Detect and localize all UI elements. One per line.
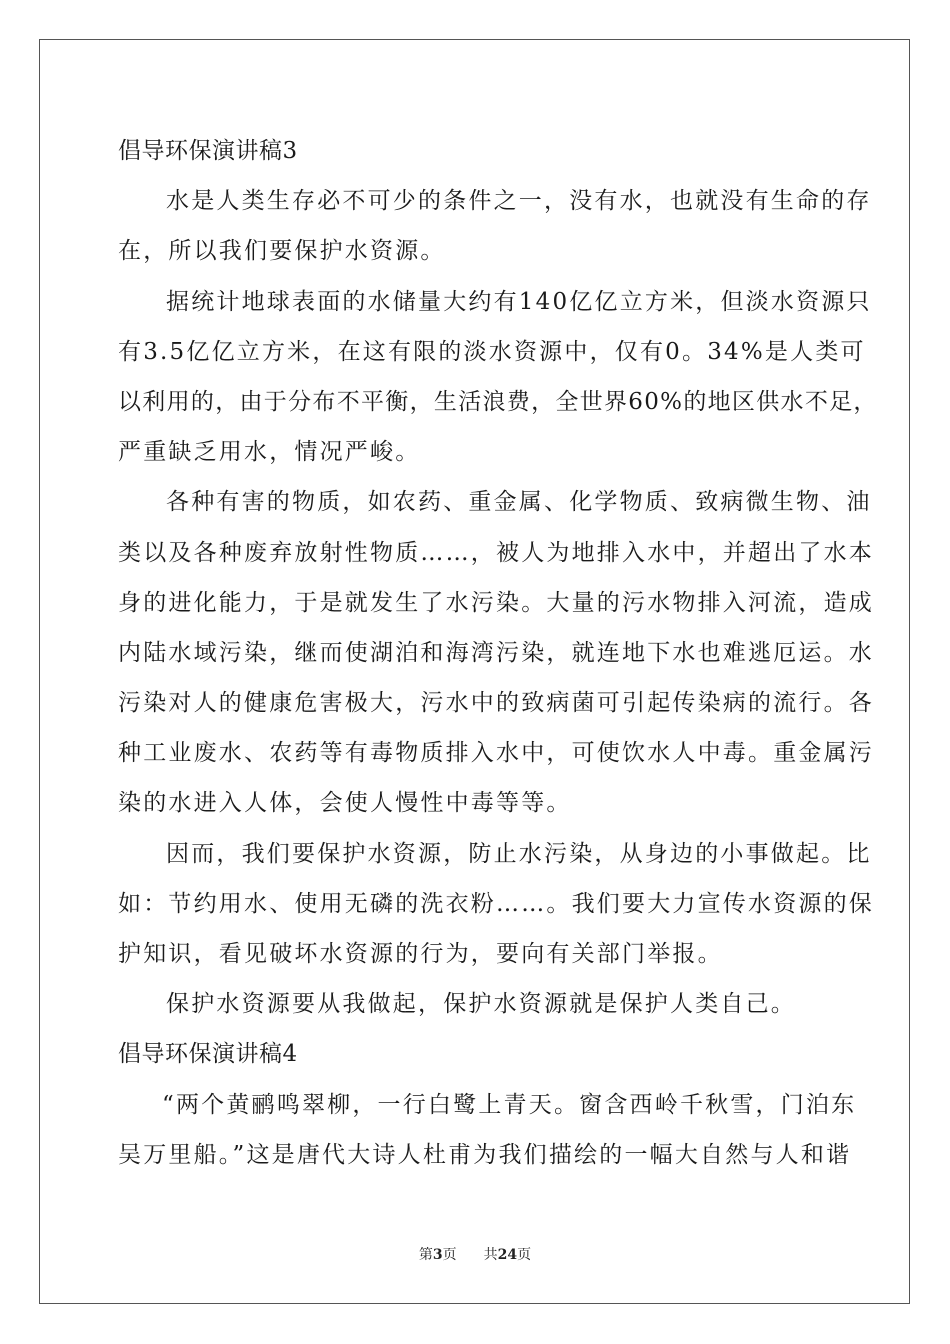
section-heading: 倡导环保演讲稿3 [118, 138, 298, 164]
paragraph-line: 有3.5亿亿立方米，在这有限的淡水资源中，仅有0。34%是人类可 [118, 338, 866, 365]
page-number: 第3页 [418, 1247, 457, 1263]
paragraph-line: 吴万里船。”这是唐代大诗人杜甫为我们描绘的一幅大自然与人和谐 [118, 1141, 852, 1168]
paragraph-line: 各种有害的物质，如农药、重金属、化学物质、致病微生物、油 [166, 489, 872, 516]
paragraph-line: 水是人类生存必不可少的条件之一，没有水，也就没有生命的存 [166, 188, 872, 215]
paragraph-line: 类以及各种废弃放射性物质……，被人为地排入水中，并超出了水本 [118, 539, 874, 566]
paragraph-line: 内陆水域污染，继而使湖泊和海湾污染，就连地下水也难逃厄运。水 [118, 639, 874, 666]
section-heading: 倡导环保演讲稿4 [118, 1041, 298, 1068]
paragraph-line: 在，所以我们要保护水资源。 [118, 238, 446, 265]
paragraph-line: 种工业废水、农药等有毒物质排入水中，可使饮水人中毒。重金属污 [118, 740, 874, 767]
paragraph-line: 身的进化能力，于是就发生了水污染。大量的污水物排入河流，造成 [118, 589, 874, 616]
page-footer [0, 1244, 950, 1264]
paragraph-line: 污染对人的健康危害极大，污水中的致病菌可引起传染病的流行。各 [118, 690, 874, 717]
paragraph-line: “两个黄鹂鸣翠柳，一行白鹭上青天。窗含西岭千秋雪，门泊东 [162, 1091, 857, 1118]
paragraph-line: 据统计地球表面的水储量大约有140亿亿立方米，但淡水资源只 [166, 288, 872, 315]
paragraph-line: 护知识，看见破坏水资源的行为，要向有关部门举报。 [118, 941, 723, 967]
paragraph-line: 如：节约用水、使用无磷的洗衣粉……。我们要大力宣传水资源的保 [118, 890, 874, 917]
paragraph-line: 染的水进入人体，会使人慢性中毒等等。 [118, 790, 572, 817]
paragraph-line: 因而，我们要保护水资源，防止水污染，从身边的小事做起。比 [166, 840, 872, 867]
paragraph-line: 以利用的，由于分布不平衡，生活浪费，全世界60%的地区供水不足， [118, 388, 878, 415]
paragraph-line: 严重缺乏用水，情况严峻。 [118, 439, 421, 466]
page-total: 共24页 [483, 1247, 532, 1263]
paragraph-line: 保护水资源要从我做起，保护水资源就是保护人类自己。 [166, 991, 796, 1018]
document-body [118, 126, 878, 1180]
